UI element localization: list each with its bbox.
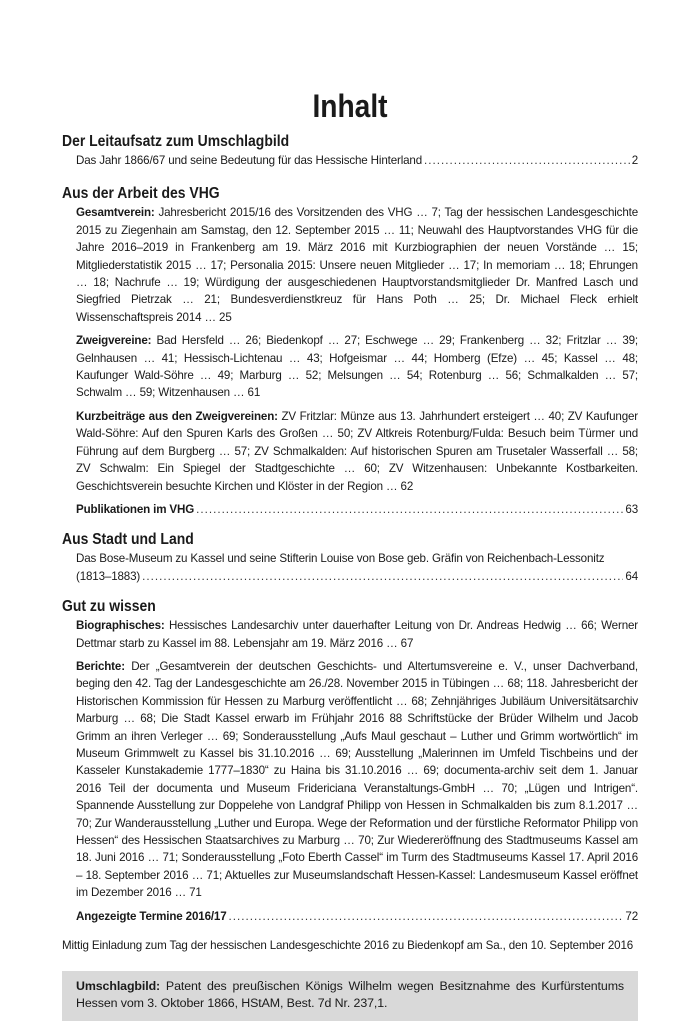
entry-title: Das Jahr 1866/67 und seine Bedeutung für das Hessische Hinterland [76,154,423,167]
section-heading: Aus der Arbeit des VHG [62,185,220,203]
toc-entry-berichte [76,658,638,902]
cover-text: Patent des preußischen Königs Wilhelm wegen Besitznahme des Kurfürstentums Hessen vom 3. Oktober 1866, HStAM, Best. 7d Nr. 237,1. [76,979,625,1011]
section-heading: Der Leitaufsatz zum Umschlagbild [62,133,290,150]
section-stadt-und-land [62,530,638,585]
table-of-contents-page [62,0,638,1021]
cover-caption-box [62,971,638,1021]
entry-text: Bad Hersfeld … 26; Biedenkopf … 27; Eschwege … 29; Frankenberg … 32; Fritzlar … 39; Gelnhausen … 41; Hessisch-Lichtenau … 43; Hofgeismar … 44; Homberg (Efze) … 45; Kassel … 48; Kaufunger Wald-Söhre … 49; Marburg … 52; Melsungen … 54; Rotenburg … 56; Schmalkalden … 57; Schwalm … 59; Witzenhausen … 61 [76,334,638,400]
entry-label: Berichte: [76,659,125,673]
toc-entry-bose-museum[interactable] [76,550,638,585]
toc-entry[interactable] [76,152,638,169]
section-heading: Gut zu wissen [62,598,156,616]
leader-dots [229,908,624,925]
entry-text: Jahresbericht 2015/16 des Vorsitzenden des VHG … 7; Tag der hessischen Landesgeschichte 2015 zu Ziegenhain am Samstag, den 12. September 2015 … 11; Neuwahl des Hauptvorstandes VHG für die Jahre 2016–2019 in Frankenberg am 19. März 2016 mit Kurzbiographien der neuen Vorstände … 15; Mitgliederstatistik 2015 … 17; Personalia 2015: Unsere neuen Mitglieder … 17; In memoriam … 18; Ehrungen … 18; Nachrufe … 19; Würdigung der ausgeschiedenen Hauptvorstandsmitglieder Dr. Manfred Lasch und Siegfried Pietrzak … 21; Bundesverdienstkreuz für Hans Poth … 25; Dr. Michael Fleck erhielt Wissenschaftspreis 2014 … 25 [76,206,638,324]
toc-entry-zweigvereine [76,332,638,402]
toc-entry-termine[interactable] [76,908,638,925]
entry-label: Kurzbeiträge aus den Zweigvereinen: [76,409,278,423]
toc-entry-kurzbeitraege [76,408,638,495]
leader-dots [424,152,630,169]
entry-label: Publikationen im VHG [76,502,195,516]
section-heading: Aus Stadt und Land [62,531,194,549]
entry-text: ZV Fritzlar: Münze aus 13. Jahrhundert ersteigert … 40; ZV Kaufunger Wald-Söhre: Auf den Spuren Karls des Großen … 50; ZV Altkreis Rotenburg/Fulda: Besuch beim Türmer und Führung auf dem Burgberg … 57; ZV Schmalkalden: Auf historischen Spuren am Trusetaler Wasserfall … 58; ZV Schwalm: Ein Spiegel der Stadtgeschichte … 60; ZV Witzenhausen: Unbekannte Kostbarkeiten. Geschichtsverein besuchte Kirchen und Klöster in der Region … 62 [76,409,638,493]
page-number: 2 [631,154,638,167]
section-leitaufsatz [62,132,638,169]
entry-label: Biographisches: [76,619,165,633]
page-number: 63 [625,502,638,516]
leader-dots [142,568,623,585]
entry-label: Zweigvereine: [76,334,152,348]
entry-title-line2-row [76,568,638,585]
page-title: Inhalt [312,88,388,124]
toc-entry-biographisches [76,617,638,652]
page-number: 72 [625,909,638,923]
entry-label: Angezeigte Termine 2016/17 [76,909,227,923]
toc-entry-publikationen[interactable] [76,501,638,518]
entry-text: Der „Gesamtverein der deutschen Geschichts- und Altertumsvereine e. V., unser Dachverband, beging den 42. Tag der Landesgeschichte am 26./28. November 2015 in Tübingen … 68; 118. Jahresbericht der Historischen Kommission für Hessen zu Marburg veröffentlicht … 68; Zehnjähriges Jubiläum Universitätsarchiv Marburg … 68; Die Stadt Kassel erwarb im Frühjahr 2016 88 Schriftstücke der Brüder Wilhelm und Jacob Grimm an ihren Verleger … 69; Sonderausstellung „Aufs Maul geschaut – Luther und Grimm wortwörtlich“ im Museum Grimmwelt zu Kassel bis 31.10.2016 … 69; Ausstellung „Malerinnen im Umfeld Tischbeins und der Kasseler Kunstakademie 1777–1830“ zu Haina bis 31.10.2016 … 69; documenta-archiv seit dem 1. Januar 2016 Teil der documenta und Museum Fridericiana Veranstaltungs-GmbH … 70; „Lügen und Intrigen“. Spannende Ausstellung zur Doppelehe von Landgraf Philipp von Hessen in Schmalkalden bis zum 8.1.2017 … 70; Zur Wanderausstellung „Luther und Europa. Wege der Reformation und der fürstliche Reformator Philipp von Hessen“ des Hessischen Staatsarchives zu Marburg … 70; Zur Wiedereröffnung des Stadtmuseums Kassel am 18. Juni 2016 … 71; Sonderausstellung „Foto Eberth Cassel“ im Turm des Stadtmuseums Kassel 17. April 2016 – 18. September 2016 … 71; Aktuelles zur Museumslandschaft Hessen-Kassel: Landesmuseum Kassel eröffnet im Dezember 2016 … 71 [76,659,638,900]
entry-title-line1: Das Bose-Museum zu Kassel und seine Stifterin Louise von Bose geb. Gräfin von Reichenbach-Lessonitz [76,552,605,566]
section-gut-zu-wissen [62,597,638,925]
entry-title-line2: (1813–1883) [76,569,141,583]
insert-note: Mittig Einladung zum Tag der hessischen Landesgeschichte 2016 zu Biedenkopf am Sa., den 10. September 2016 [62,939,634,953]
entry-label: Gesamtverein: [76,206,155,220]
page-number: 64 [625,569,638,583]
cover-label: Umschlagbild: [76,979,161,994]
section-arbeit-des-vhg [62,184,638,518]
leader-dots [196,501,623,518]
toc-entry-gesamtverein [76,204,638,326]
entry-text: Hessisches Landesarchiv unter dauerhafter Leitung von Dr. Andreas Hedwig … 66; Werner Dettmar starb zu Kassel im 88. Lebensjahr am 19. März 2016 … 67 [76,619,638,650]
